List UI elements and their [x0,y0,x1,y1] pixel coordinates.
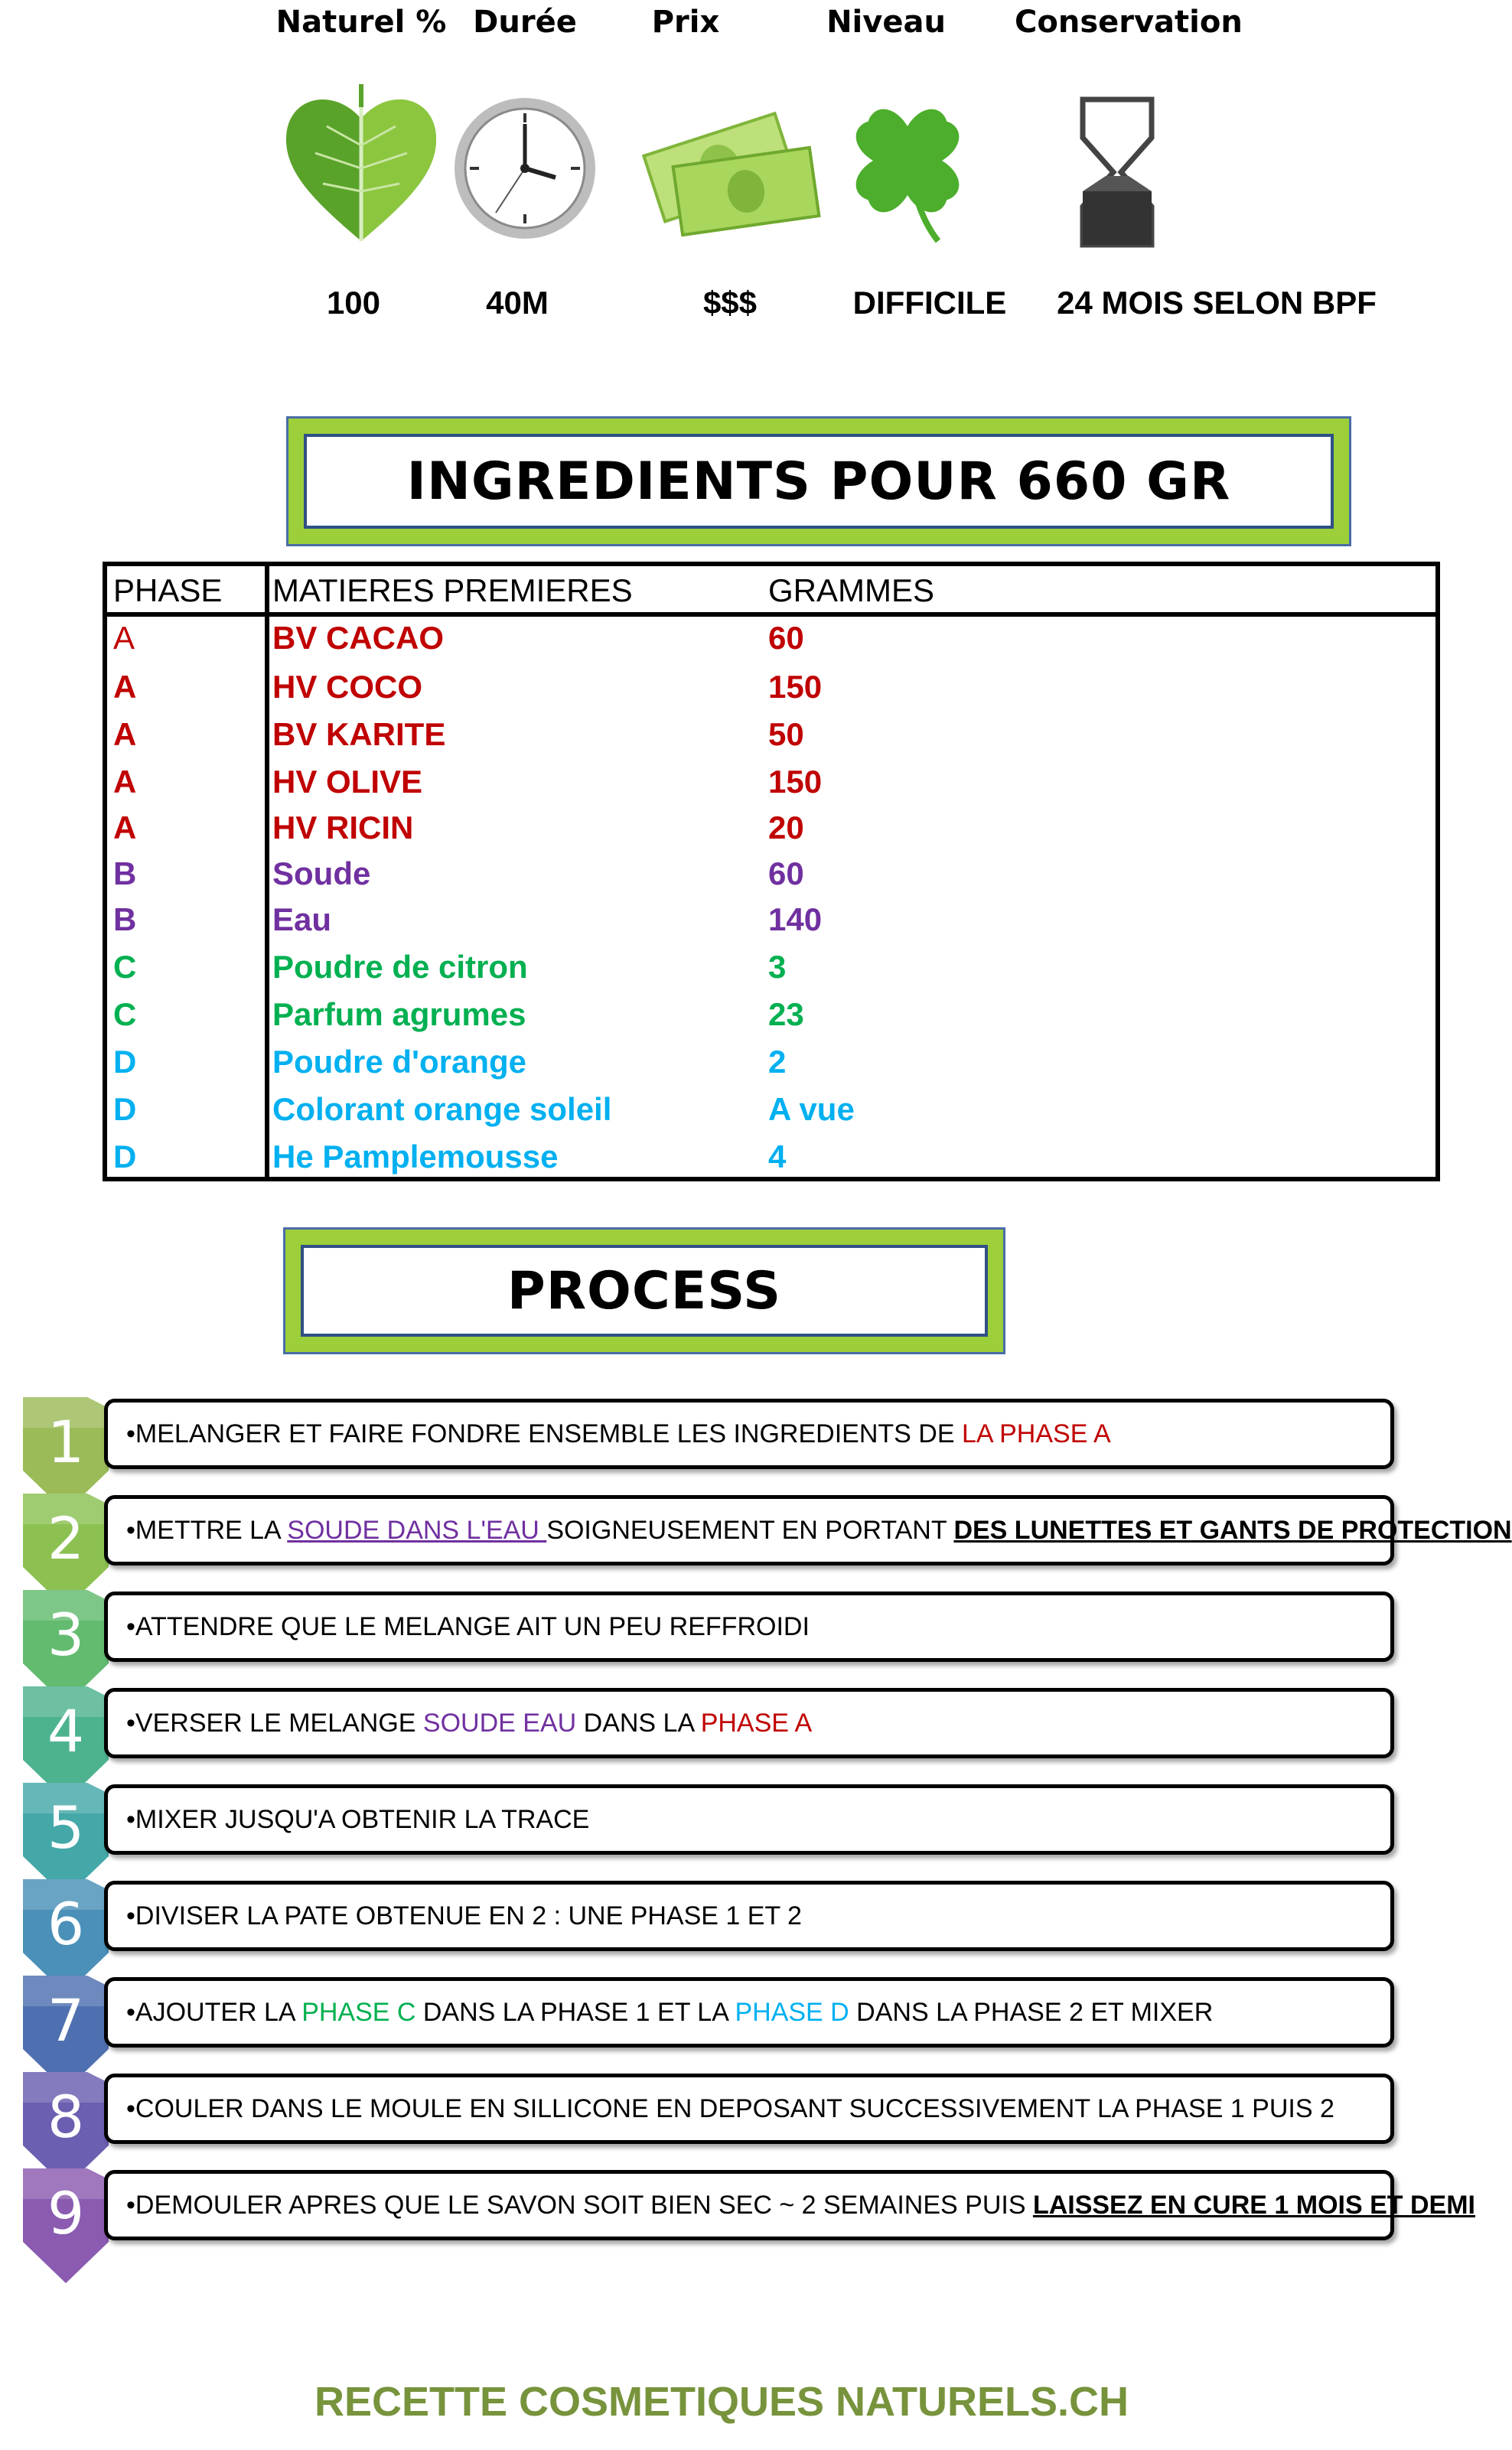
material-cell: Parfum agrumes [272,996,526,1032]
grams-cell: 4 [768,1139,787,1175]
phase-cell: A [113,764,137,800]
clock-icon [425,77,624,260]
niveau-label: Niveau [826,5,946,40]
prix-value: $$$ [702,285,758,321]
ingredients-title: INGREDIENTS POUR 660 GR [406,451,1231,512]
material-cell: Poudre d'orange [272,1044,527,1080]
header-matieres: MATIERES PREMIERES [272,572,633,608]
step-number: 5 [47,1794,85,1862]
process-title: PROCESS [507,1260,782,1321]
step-text: SOUDE DANS L'EAU [287,1515,547,1545]
clover-icon [823,77,992,260]
step-text: PHASE D [735,1997,849,2027]
grams-cell: 150 [768,669,823,705]
step-box [104,1495,1512,1565]
material-cell: HV COCO [272,669,423,705]
header-grammes: GRAMMES [768,572,935,608]
table-row [107,1044,1435,1091]
phase-cell: C [113,996,137,1032]
table-row [107,1091,1435,1139]
grams-cell: 60 [768,620,804,656]
process-title-box [283,1227,1005,1354]
step-box [104,2074,1394,2144]
grams-cell: 60 [768,855,804,891]
table-row [107,810,1435,857]
phase-cell: A [113,716,137,752]
step-text: •ATTENDRE QUE LE MELANGE AIT UN PEU REFFROIDI [126,1611,810,1641]
duree-label: Durée [473,5,577,40]
step-text: LAISSEZ EN CURE 1 MOIS ET DEMI [1032,2190,1476,2220]
phase-cell: A [113,620,135,656]
naturel-label: Naturel % [275,5,447,40]
step-number: 1 [47,1408,85,1476]
step-text: LA PHASE A [961,1419,1111,1448]
step-number: 8 [47,2083,85,2151]
step-text: •METTRE LA [126,1515,288,1545]
money-icon [635,77,826,260]
phase-cell: C [113,949,137,985]
material-cell: HV RICIN [272,810,414,845]
conservation-label: Conservation [1015,5,1243,40]
step-box [104,1592,1394,1662]
material-cell: HV OLIVE [272,764,423,800]
duree-value: 40M [486,285,549,321]
table-row [107,669,1435,716]
conservation-value: 24 MOIS SELON BPF [1057,285,1377,321]
table-row [107,996,1435,1044]
material-cell: Soude [272,855,371,891]
step-text: SOIGNEUSEMENT EN PORTANT [546,1515,954,1545]
step-text: •MIXER JUSQU'A OBTENIR LA TRACE [126,1804,590,1834]
ingredients-title-box [286,416,1351,546]
material-cell: Eau [272,901,332,937]
prix-label: Prix [651,5,720,40]
hourglass-icon [1025,77,1209,260]
grams-cell: 50 [768,716,804,752]
grams-cell: 23 [768,996,804,1032]
step-text: •DEMOULER APRES QUE LE SAVON SOIT BIEN SEC ~ 2 SEMAINES PUIS [126,2190,1033,2220]
step-box [104,1688,1394,1758]
phase-cell: A [113,810,137,845]
table-row [107,764,1435,811]
grams-cell: 20 [768,810,804,845]
material-cell: BV KARITE [272,716,446,752]
step-text: •VERSER LE MELANGE [126,1708,423,1738]
material-cell: Poudre de citron [272,949,528,985]
naturel-value: 100 [326,285,381,321]
table-row [107,901,1435,949]
step-text: •MELANGER ET FAIRE FONDRE ENSEMBLE LES INGREDIENTS DE [126,1419,962,1448]
step-text: DANS LA PHASE 1 ET LA [415,1997,735,2027]
ingredients-table [103,562,1440,1181]
grams-cell: 3 [768,949,787,985]
table-row [107,949,1435,996]
phase-cell: D [113,1044,137,1080]
step-text: SOUDE EAU [422,1708,577,1738]
step-text: PHASE C [301,1997,416,2027]
grams-cell: A vue [768,1091,855,1127]
table-row [107,855,1435,903]
table-row [107,620,1435,667]
step-box [104,2170,1476,2240]
step-number: 9 [47,2179,85,2247]
grams-cell: 150 [768,764,823,800]
step-number: 3 [47,1601,85,1669]
grams-cell: 2 [768,1044,787,1080]
step-text: DANS LA PHASE 2 ET MIXER [849,1997,1214,2027]
table-row [107,716,1435,764]
step-text: •COULER DANS LE MOULE EN SILLICONE EN DEPOSANT SUCCESSIVEMENT LA PHASE 1 PUIS 2 [126,2093,1334,2123]
phase-cell: D [113,1139,137,1175]
step-text: PHASE A [700,1708,813,1738]
step-text: •AJOUTER LA [126,1997,302,2027]
step-text: DES LUNETTES ET GANTS DE PROTECTION [953,1515,1512,1545]
step-arrow [23,2168,109,2283]
step-text: DANS LA [576,1708,701,1738]
phase-cell: B [113,901,137,937]
step-number: 4 [47,1697,85,1765]
step-text: •DIVISER LA PATE OBTENUE EN 2 : UNE PHASE 1 ET 2 [126,1901,802,1930]
step-number: 2 [47,1504,85,1572]
step-number: 6 [47,1890,85,1958]
step-box [104,1784,1394,1855]
step-box [104,1399,1394,1469]
step-box [104,1977,1394,2048]
material-cell: Colorant orange soleil [272,1091,612,1127]
phase-cell: B [113,855,137,891]
phase-cell: D [113,1091,137,1127]
table-row [107,1139,1435,1186]
step-number: 7 [47,1986,85,2054]
footer-text: RECETTE COSMETIQUES NATURELS.CH [314,2379,1129,2425]
header-phase: PHASE [113,572,223,608]
material-cell: He Pamplemousse [272,1139,559,1175]
grams-cell: 140 [768,901,823,937]
material-cell: BV CACAO [272,620,445,656]
niveau-value: DIFFICILE [852,285,1007,321]
step-box [104,1881,1394,1951]
phase-cell: A [113,669,137,705]
